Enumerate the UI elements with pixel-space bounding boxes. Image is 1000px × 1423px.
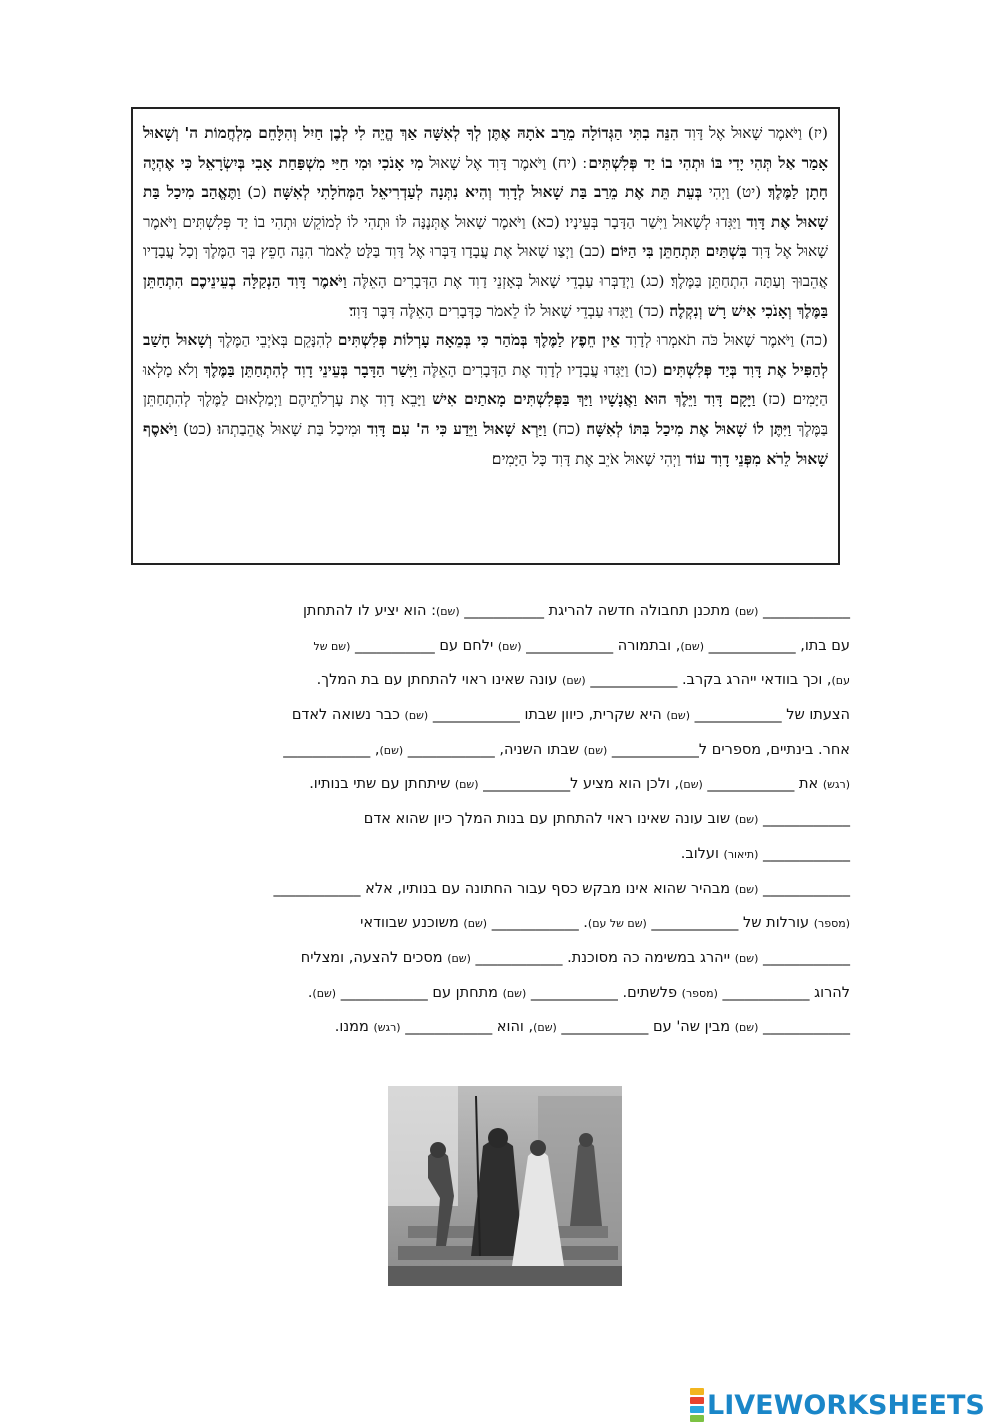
worksheet-line [150, 698, 850, 733]
blank-hint-label: (שם) [435, 605, 460, 618]
passage-segment: ׃ (יח) וַיֹּאמֶר דָּוִד אֶל שָׁאוּל [423, 153, 589, 172]
worksheet-text: . [307, 984, 313, 1001]
blank-hint-label: (שם) [454, 778, 479, 792]
worksheet-line [150, 733, 850, 768]
passage-segment: לְהִנָּקֵם בְּאֹיְבֵי הַמֶּלֶךְ [212, 331, 338, 350]
worksheet-text: עורלות של ____________ [646, 915, 814, 932]
worksheet-text: ממנו. [334, 1019, 374, 1036]
blank-hint-label: (שם) [447, 951, 471, 965]
blank-hint-label: (שם) [533, 1021, 557, 1035]
worksheet-text: מסכים להצעה, ומצליח [300, 949, 448, 966]
worksheet-text: שיתחתן עם שתי בנותיו. [309, 776, 455, 793]
worksheet-text: שוב עונה שאינו ראוי להתחתן עם בנות המלך כיון שהוא אדם [363, 811, 735, 828]
worksheet-text: שבתו השניה, ____________ [403, 741, 584, 758]
blank-hint-label: (שם) [463, 917, 488, 931]
worksheet-text: מתחתן עם ____________ [336, 984, 503, 1001]
passage-bold-segment: וַתֶּאֱהַב מִיכַל בַּת שָׁאוּל אֶת דָּוִד [143, 183, 828, 231]
worksheet-text: ייהרג במשימה כה מסוכנת. ____________ [470, 949, 735, 966]
illustration-image [388, 1086, 622, 1286]
worksheet-text: פלשתים. ____________ [526, 984, 682, 1001]
blank-hint-label: (שם) [734, 813, 759, 827]
worksheet-text: ילחם עם ___________ [350, 637, 498, 654]
passage-bold-segment: מִי אָנֹכִי וּמִי חַיַּי מִשְׁפַּחַת אָבִי בְּיִשְׂרָאֵל כִּי אֶהְיֶה חָתָן לַמֶּלֶךְ [143, 153, 828, 202]
blank-hint-label: (שם) [583, 743, 608, 757]
passage-segment: ׃ (כו) וַיַּגִּדוּ עֲבָדָיו לְדָוִד אֶת הַדְּבָרִים הָאֵלֶּה [417, 360, 663, 379]
blank-hint-label: (רגש) [822, 778, 850, 792]
blank-hint-label: (תיאור) [723, 847, 759, 861]
passage-bold-segment: וַיִּשַׁר הַדָּבָר בְּעֵינֵי דָוִד לְהִתְחַתֵּן בַּמֶּלֶךְ [203, 360, 418, 379]
passage-bold-segment: וַיָּקָם דָּוִד וַיֵּלֶךְ הוּא וַאֲנָשָׁיו וַיַּךְ בַּפְּלִשְׁתִּים מָאתַיִם אִישׁ [432, 390, 756, 409]
worksheet-text: ____________ [758, 811, 850, 828]
passage-bold-segment: בִּשְׁתַּיִם תִּתְחַתֵּן בִּי הַיּוֹם [610, 242, 747, 261]
worksheet-text: , והוא ____________ [400, 1019, 534, 1036]
blank-hint-label: (שם) [312, 986, 337, 1000]
logo-square [690, 1415, 704, 1422]
blank-hint-label: (שם) [562, 674, 586, 688]
worksheet-text: מתכנן תחבולה חדשה להריגת ___________ [459, 603, 735, 619]
blank-hint-label: (שם) [379, 743, 404, 757]
blank-hint-label: (שם) [497, 639, 522, 653]
passage-segment: ׃ (כח) [546, 419, 587, 438]
passage-bold-segment: וַיַּרְא שָׁאוּל וַיֵּדַע כִּי ה' עִם דָּוִד [366, 419, 547, 438]
worksheet-text: ועלוב. [680, 845, 724, 862]
passage-segment: ׃ (כד) וַיַּגִּדוּ עַבְדֵי שָׁאוּל לוֹ לֵאמֹר כַּדְּבָרִים הָאֵלֶּה דִּבֶּר דָּוִד׃ [349, 301, 670, 320]
worksheet-text: ____________ [758, 1019, 850, 1036]
worksheet-text: אחר. בינתיים, מספרים ל____________ [607, 741, 850, 758]
worksheet-line [150, 941, 850, 976]
passage-bold-segment: וְשָׁאוּל אָמַר אַל תְּהִי יָדִי בּוֹ וּתְהִי בוֹ יַד פְּלִשְׁתִּים [143, 124, 829, 172]
worksheet-text: להרוג ____________ [717, 984, 850, 1001]
passage-segment: וַיָּבֵא דָוִד אֶת עָרְלֹתֵיהֶם וַיְמַלְאוּם לַמֶּלֶךְ לְהִתְחַתֵּן בַּמֶּלֶךְ [143, 390, 828, 438]
worksheet-text: את ____________ [702, 776, 823, 793]
liveworksheets-logo [690, 1390, 985, 1420]
logo-square [690, 1397, 704, 1404]
worksheet-line [150, 767, 850, 802]
worksheet-text: היא שקרית, כיוון שבתו ____________ [428, 707, 667, 724]
worksheet-text: , ולכן הוא מציע ל____________ [478, 776, 680, 793]
passage-segment: (יז) וַיֹּאמֶר שָׁאוּל אֶל דָּוִד [678, 124, 828, 142]
worksheet-text: משוכנע שבוודאי [360, 915, 464, 932]
worksheet-text: , וכך בוודאי ייהרג בקרב. ____________ [585, 672, 832, 689]
passage-bold-segment: וְשָׁאוּל חָשַׁב לְהַפִּיל אֶת דָּוִד בְּיַד פְּלִשְׁתִּים [143, 331, 828, 379]
blank-hint-label: (שם) [404, 709, 429, 723]
logo-square [690, 1388, 704, 1395]
blank-hint-label: (מספר) [681, 986, 718, 1000]
blank-hint-label: (שם) [680, 639, 704, 653]
blank-hint-label: עם) [831, 674, 850, 688]
blank-hint-label: (שם) [734, 605, 759, 618]
blank-hint-label: (שם) [734, 882, 759, 896]
passage-bold-segment: אֵין חֵפֶץ לַמֶּלֶךְ בְּמֹהַר כִּי בְּמֵאָה עָרְלוֹת פְּלִשְׁתִּים [337, 331, 620, 350]
blank-hint-label: (שם של עם) [587, 917, 647, 931]
worksheet-line [150, 802, 850, 837]
engraving-scene [388, 1086, 622, 1286]
passage-segment: ׃ (יט) וַיְהִי [702, 183, 768, 202]
passage-segment: וְלֹא מָלְאוּ הַיָּמִים׃ (כז) [143, 360, 828, 409]
blank-hint-label: (שם) [679, 778, 703, 792]
worksheet-text: ____________ [758, 603, 850, 619]
worksheet-line [150, 872, 850, 907]
worksheet-text: ____________ [758, 949, 850, 966]
passage-paragraph-2 [143, 326, 828, 474]
worksheet-text: . ____________ [487, 915, 588, 932]
liveworksheets-logo-icon [690, 1387, 704, 1423]
passage-bold-segment: הִנֵּה בִתִּי הַגְּדוֹלָה מֵרַב אֹתָהּ אֶתֶּן לְךָ לְאִשָּׁה אַךְ הֱיֵה לִי לְבֶן חַיִל וְהִלָּחֵם מִלְחֲמוֹת ה' [184, 124, 679, 142]
worksheet-line [150, 1010, 850, 1045]
worksheet-text: עם בתו, ____________ [704, 637, 850, 654]
passage-bold-segment: וַיֹּאמֶר דָּוִד הַנְקַלָּה בְעֵינֵיכֶם הִתְחַתֵּן בַּמֶּלֶךְ וְאָנֹכִי אִישׁ רָשׁ וְנִקְלֶה [143, 271, 828, 320]
worksheet-text: : הוא יציע לו להתחתן [302, 603, 436, 619]
blank-hint-label: (שם) [502, 986, 527, 1000]
worksheet-text: , ____________ [283, 741, 380, 758]
blank-hint-label: (מספר) [813, 917, 850, 931]
worksheet-line [150, 663, 850, 698]
worksheet-text: כבר נשואה לאדם [291, 707, 405, 724]
worksheet-line [150, 594, 850, 629]
blank-hint-label: (שם) [734, 1021, 759, 1035]
passage-segment: וַיַּגִּדוּ לְשָׁאוּל וַיִּשַׁר הַדָּבָר בְּעֵינָיו׃ (כא) וַיֹּאמֶר שָׁאוּל אֶתְּנֶנָּה לּוֹ וּתְהִי לוֹ לְמוֹקֵשׁ וּתְהִי בוֹ יַד פְּלִשְׁתִּים וַיֹּאמֶר שָׁאוּל אֶל דָּוִד [143, 212, 829, 261]
worksheet-text: הצעתו של ____________ [690, 707, 850, 724]
passage-segment: ׃ (כב) וַיְצַו שָׁאוּל אֶת עֲבָדָו דַּבְּרוּ אֶל דָּוִד בַּלָּט לֵאמֹר הִנֵּה חָפֵץ בְּךָ הַמֶּלֶךְ וְכָל עֲבָדָיו אֲהֵבוּךָ וְעַתָּה הִתְחַתֵּן בַּמֶּלֶךְ׃ (כג) וַיְדַבְּרוּ עַבְדֵי שָׁאוּל בְּאָזְנֵי דָוִד אֶת הַדְּבָרִים הָאֵלֶּה [143, 242, 828, 290]
passage-segment: (כה) וַיֹּאמֶר שָׁאוּל כֹּה תֹאמְרוּ לְדָוִד [619, 331, 829, 350]
worksheet-text: עונה שאינו ראוי להתחתן עם בת המלך. [316, 672, 563, 689]
passage-bold-segment: וַיֹּאסֶף שָׁאוּל לֵרֹא מִפְּנֵי דָוִד עוֹד [143, 419, 828, 468]
passage-segment: וַיְהִי שָׁאוּל אֹיֵב אֶת דָּוִד כָּל הַיָּמִים׃ [491, 449, 686, 468]
worksheet-text: , ובתמורה ____________ [521, 637, 681, 654]
passage-bold-segment: בְּעֵת תֵּת אֶת מֵרַב בַּת שָׁאוּל לְדָוִד וְהִיא נִתְּנָה לְעַדְרִיאֵל הַמְּחֹלָתִי לְאִשָּׁה [273, 183, 703, 202]
worksheet-text: ____________ [758, 880, 850, 897]
worksheet-line [150, 906, 850, 941]
passage-bold-segment: וַיִּתֶּן לוֹ שָׁאוּל אֶת מִיכַל בִּתּוֹ לְאִשָּׁה [586, 419, 792, 438]
fill-in-worksheet [150, 594, 850, 1045]
liveworksheets-brand-text: LIVEWORKSHEETS [707, 1389, 985, 1421]
passage-segment: וּמִיכַל בַּת שָׁאוּל אֲהֵבַתְהוּ׃ (כט) [177, 419, 367, 438]
biblical-passage-box [131, 107, 840, 565]
blank-hint-label: (שם) [734, 951, 759, 965]
blank-hint-label: (שם) [666, 709, 691, 723]
worksheet-text: ____________ [758, 845, 850, 862]
passage-paragraph-1 [143, 119, 828, 326]
passage-segment: ׃ (כ) [240, 183, 274, 202]
worksheet-line [150, 837, 850, 872]
worksheet-text: מבין שה' עם ____________ [556, 1019, 735, 1036]
worksheet-line [150, 629, 850, 664]
worksheet-text: מבהיר שהוא אינו מבקש כסף עבור החתונה עם בנותיו, אלא ____________ [273, 880, 735, 897]
blank-hint-label: (שם של [313, 639, 351, 653]
blank-hint-label: (רגש) [373, 1021, 401, 1035]
logo-square [690, 1406, 704, 1413]
worksheet-line [150, 976, 850, 1011]
